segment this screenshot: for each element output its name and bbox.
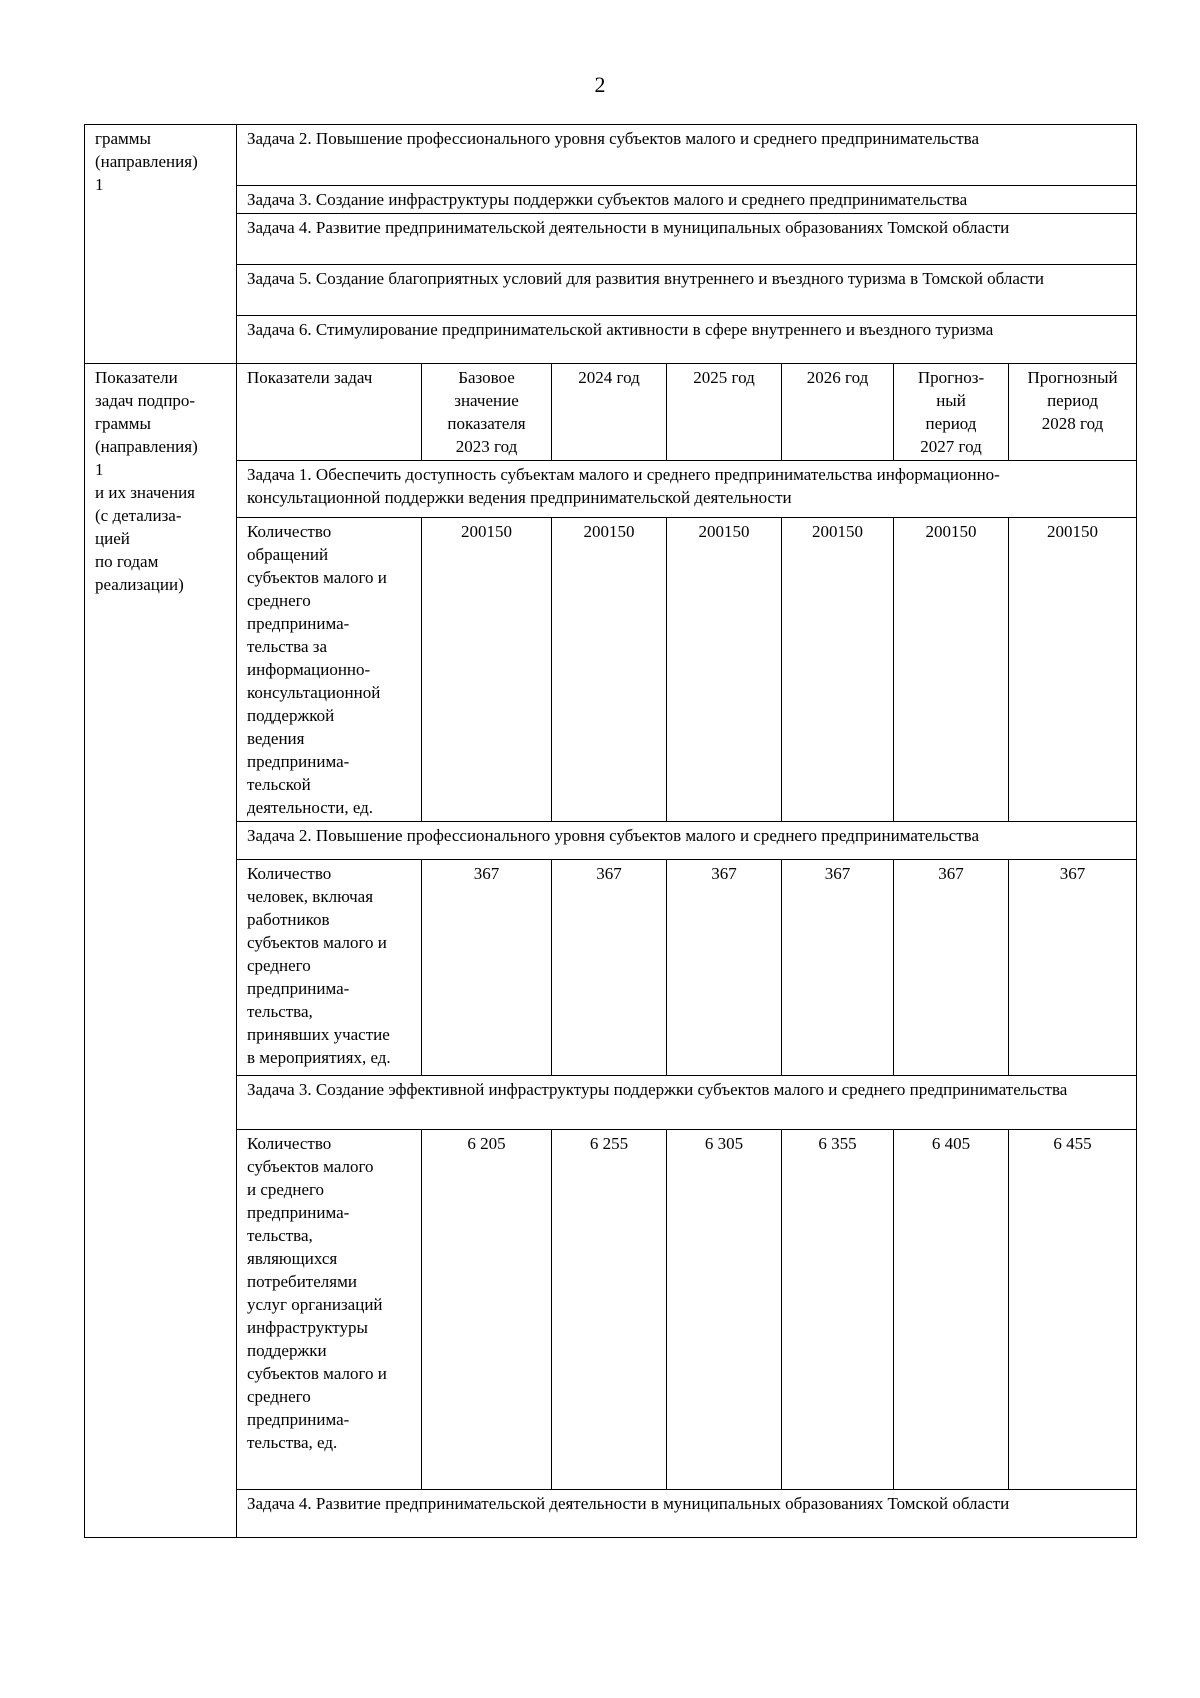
header-2028-line: период — [1047, 391, 1098, 410]
section2-label-line: цией — [95, 529, 130, 548]
value-cell: 367 — [894, 860, 1009, 1076]
header-base-line: значение — [454, 391, 519, 410]
indicator-line: Количество — [247, 864, 332, 883]
indicator-line: предпринима- — [247, 1410, 350, 1429]
indicator-cell — [237, 518, 422, 822]
value-cell: 6 205 — [422, 1130, 552, 1490]
header-2027-line: Прогноз- — [917, 368, 985, 387]
indicator-line: информационно- — [247, 660, 371, 679]
indicator-line: субъектов малого — [247, 1157, 374, 1176]
indicator-line: консультационной — [247, 683, 381, 702]
indicator-line: предпринима- — [247, 979, 350, 998]
indicator-line: субъектов малого и — [247, 568, 387, 587]
indicator-line: и среднего — [247, 1180, 325, 1199]
indicator-line: Количество — [247, 522, 332, 541]
task-row: Задача 5. Создание благоприятных условий для развития внутреннего и въездного туризма в Томской области — [237, 265, 1137, 316]
indicator-line: тельства, ед. — [247, 1433, 338, 1452]
indicator-line: принявших участие — [247, 1025, 390, 1044]
value-cell: 200150 — [667, 518, 782, 822]
header-2027-line: период — [925, 414, 977, 433]
indicator-line: поддержкой — [247, 706, 335, 725]
header-2026: 2026 год — [782, 364, 894, 461]
indicator-line: предпринима- — [247, 752, 350, 771]
task-row: Задача 3. Создание эффективной инфраструктуры поддержки субъектов малого и среднего предпринимательства — [237, 1076, 1137, 1130]
header-base — [422, 364, 552, 461]
task-row: Задача 3. Создание инфраструктуры поддержки субъектов малого и среднего предпринимательства — [237, 186, 1137, 214]
value-cell: 367 — [552, 860, 667, 1076]
indicator-line: среднего — [247, 1387, 311, 1406]
section2-label-line: и их значения — [95, 483, 195, 502]
section2-label — [85, 364, 237, 1538]
indicator-line: являющихся — [247, 1249, 338, 1268]
section1-label-line: (направления) — [95, 152, 198, 171]
indicator-line: потребителями — [247, 1272, 357, 1291]
indicator-line: работников — [247, 910, 330, 929]
section1-label-line: граммы — [95, 129, 151, 148]
page-number: 2 — [594, 72, 606, 97]
indicator-cell — [237, 860, 422, 1076]
indicator-cell — [237, 1130, 422, 1490]
header-2024: 2024 год — [552, 364, 667, 461]
value-cell: 367 — [422, 860, 552, 1076]
section2-label-line: граммы — [95, 414, 151, 433]
section1-label-line: 1 — [95, 175, 104, 194]
program-table — [84, 124, 1137, 1538]
value-cell: 6 405 — [894, 1130, 1009, 1490]
task-row: Задача 6. Стимулирование предпринимательской активности в сфере внутреннего и въездного туризма — [237, 316, 1137, 364]
value-cell: 367 — [1009, 860, 1137, 1076]
header-2028 — [1009, 364, 1137, 461]
task-row: Задача 1. Обеспечить доступность субъектам малого и среднего предпринимательства информационно-консультационной поддержки ведения предпринимательской деятельности — [237, 461, 1137, 518]
indicator-line: человек, включая — [247, 887, 374, 906]
section2-label-line: (с детализа- — [95, 506, 182, 525]
indicator-line: предпринима- — [247, 1203, 350, 1222]
section2-label-line: (направления) — [95, 437, 198, 456]
section2-label-line: задач подпро- — [95, 391, 196, 410]
value-cell: 200150 — [422, 518, 552, 822]
value-cell: 6 355 — [782, 1130, 894, 1490]
header-2025: 2025 год — [667, 364, 782, 461]
indicator-line: тельства, — [247, 1226, 313, 1245]
header-2028-line: Прогнозный — [1027, 368, 1118, 387]
header-2028-line: 2028 год — [1041, 414, 1104, 433]
header-base-line: показателя — [447, 414, 526, 433]
value-cell: 6 255 — [552, 1130, 667, 1490]
header-2027-line: ный — [936, 391, 966, 410]
header-2027-line: 2027 год — [920, 437, 982, 456]
indicator-line: поддержки — [247, 1341, 327, 1360]
value-cell: 200150 — [894, 518, 1009, 822]
section2-label-line: Показатели — [95, 368, 178, 387]
section2-label-line: по годам — [95, 552, 159, 571]
task-row: Задача 2. Повышение профессионального уровня субъектов малого и среднего предпринимательства — [237, 822, 1137, 860]
indicator-line: услуг организаций — [247, 1295, 383, 1314]
value-cell: 367 — [667, 860, 782, 1076]
indicator-line: тельства, — [247, 1002, 313, 1021]
task-row: Задача 2. Повышение профессионального уровня субъектов малого и среднего предпринимательства — [237, 125, 1137, 186]
value-cell: 6 455 — [1009, 1130, 1137, 1490]
value-cell: 200150 — [782, 518, 894, 822]
indicator-line: ведения — [247, 729, 305, 748]
header-2027 — [894, 364, 1009, 461]
value-cell: 6 305 — [667, 1130, 782, 1490]
header-base-line: 2023 год — [455, 437, 518, 456]
task-row: Задача 4. Развитие предпринимательской деятельности в муниципальных образованиях Томской области — [237, 1490, 1137, 1538]
indicator-line: обращений — [247, 545, 329, 564]
indicator-line: предпринима- — [247, 614, 350, 633]
indicator-line: инфраструктуры — [247, 1318, 368, 1337]
value-cell: 200150 — [1009, 518, 1137, 822]
section2-label-line: реализации) — [95, 575, 184, 594]
indicator-line: деятельности, ед. — [247, 798, 374, 817]
header-base-line: Базовое — [458, 368, 515, 387]
section1-label — [85, 125, 237, 364]
indicator-line: в мероприятиях, ед. — [247, 1048, 391, 1067]
indicator-line: субъектов малого и — [247, 933, 387, 952]
task-row: Задача 4. Развитие предпринимательской деятельности в муниципальных образованиях Томской области — [237, 214, 1137, 265]
value-cell: 367 — [782, 860, 894, 1076]
indicator-line: тельской — [247, 775, 311, 794]
indicator-line: среднего — [247, 956, 311, 975]
indicator-line: среднего — [247, 591, 311, 610]
indicator-line: Количество — [247, 1134, 332, 1153]
indicator-line: тельства за — [247, 637, 328, 656]
indicator-line: субъектов малого и — [247, 1364, 387, 1383]
header-indicator: Показатели задач — [237, 364, 422, 461]
section2-label-line: 1 — [95, 460, 104, 479]
value-cell: 200150 — [552, 518, 667, 822]
